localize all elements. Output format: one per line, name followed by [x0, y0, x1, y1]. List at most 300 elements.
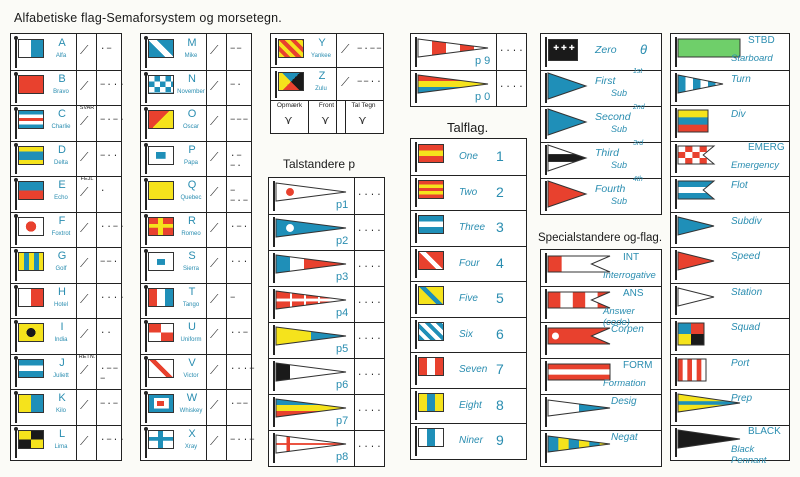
morse-code: ···− — [230, 363, 256, 374]
alpha-row-u — [141, 318, 251, 355]
pennant-label: p7 — [336, 415, 349, 427]
flag-letter: J — [59, 356, 65, 369]
flagpole — [415, 284, 417, 314]
flag-z — [278, 72, 304, 91]
morse-code: −−·· — [357, 77, 383, 87]
right-row — [671, 141, 789, 178]
flagpole — [273, 253, 275, 283]
right-flag-5 — [678, 217, 714, 235]
right-name: Speed — [731, 251, 760, 262]
flag-b — [18, 75, 44, 94]
talflag-5 — [418, 286, 444, 305]
flag-word: Kilo — [55, 408, 66, 414]
alphabet-column-y-z — [270, 33, 384, 134]
alpha-row-s — [141, 247, 251, 284]
flag-p — [148, 146, 174, 165]
substitute-extra: Sub — [611, 160, 628, 170]
talflag-row — [411, 317, 526, 354]
substitute-pennant-4 — [548, 181, 586, 207]
flag-e — [18, 181, 44, 200]
flag-letter: M — [187, 37, 197, 49]
semaphore-glyph: ⋎ — [321, 113, 330, 127]
pennant-row — [269, 214, 384, 251]
flagpole — [545, 181, 547, 211]
flagpole — [415, 37, 417, 67]
semaphore-glyph: ⟋ — [210, 114, 219, 128]
flag-n — [148, 75, 174, 94]
flagpole — [675, 108, 677, 138]
talstandere-heading: Talstandere p — [283, 157, 356, 171]
flag-c — [18, 110, 44, 129]
special-flag-5 — [548, 436, 610, 452]
talflag-name: Five — [459, 293, 478, 304]
talflag-number: 3 — [496, 219, 504, 235]
flagpole — [675, 428, 677, 458]
substitute-pennant-2 — [548, 109, 586, 135]
semaphore-glyph: ⟋ — [210, 220, 219, 235]
talflag-column — [410, 138, 527, 460]
special-row — [541, 250, 661, 287]
alpha-row-a — [11, 34, 121, 71]
morse-code: ··−· — [100, 221, 126, 232]
flag-letter: N — [188, 72, 196, 85]
pennant-label: p3 — [336, 271, 349, 283]
flagpole — [145, 429, 147, 459]
right-row — [671, 34, 789, 71]
flagpole — [415, 391, 417, 421]
flag-word: Yankee — [311, 53, 331, 59]
morse-code: ···· — [357, 406, 383, 416]
flagpole — [273, 361, 275, 391]
flag-u — [148, 323, 174, 342]
flag-word: Whiskey — [179, 408, 203, 414]
semaphore-glyph: ⟋ — [341, 75, 350, 89]
flagpole — [545, 361, 547, 391]
morse-code: ···· — [357, 226, 383, 236]
flagpole — [273, 397, 275, 427]
talflag-1 — [418, 144, 444, 163]
right-name: Squad — [731, 322, 760, 333]
semaphore-glyph: ⟋ — [80, 256, 89, 270]
flag-word: Oscar — [182, 124, 199, 130]
semaphore-glyph: ⟋ — [210, 327, 219, 341]
substitute-ordinal: 2nd — [633, 104, 645, 111]
flag-letter: S — [188, 250, 196, 262]
flag-y — [278, 39, 304, 58]
pennant-row — [411, 34, 526, 71]
semaphore-glyph: ⟋ — [210, 256, 219, 270]
special-row — [541, 358, 661, 395]
alpha-row-c — [11, 105, 126, 142]
flag-letter: X — [188, 427, 196, 440]
semaphore-glyph: ⟋ — [210, 398, 219, 412]
flagpole — [545, 433, 547, 463]
flag-word: Sierra — [182, 266, 199, 272]
special-flag-0 — [548, 256, 610, 272]
flagpole — [145, 109, 147, 139]
alpha-row-y — [271, 34, 383, 68]
substitute-extra: Sub — [611, 196, 628, 206]
flag-letter: C — [58, 108, 66, 120]
morse-code: −·− — [100, 399, 120, 409]
talflag-row — [411, 423, 526, 459]
flagpole — [545, 37, 547, 67]
flag-r — [148, 217, 174, 236]
pennant-row — [269, 322, 384, 359]
morse-code: ···· — [357, 298, 383, 308]
semaphore-glyph: ⟋ — [80, 78, 89, 93]
pennant-row — [269, 358, 384, 395]
talflag-name: Two — [459, 186, 478, 198]
talflag-name: Six — [459, 328, 473, 340]
pennant-label: p8 — [336, 451, 349, 463]
talflag-row — [411, 210, 526, 247]
alpha-row-i — [11, 318, 121, 355]
flagpole — [145, 38, 147, 68]
semaphore-note: FEJL — [80, 176, 94, 182]
flag-word: Foxtrot — [51, 230, 71, 237]
flagpole — [545, 145, 547, 175]
morse-code: ···· — [357, 370, 383, 380]
flag-a — [18, 39, 44, 58]
flag-k — [18, 394, 44, 413]
special-heading: Specialstandere og-flag. — [538, 232, 663, 244]
flag-word: India — [54, 337, 68, 343]
flagpole — [273, 181, 275, 211]
right-flag-1 — [678, 75, 723, 93]
right-name: Flot — [731, 180, 748, 191]
special-name: Desig — [611, 396, 637, 407]
flagpole — [273, 325, 275, 355]
morse-code: ·−−− — [100, 363, 120, 384]
morse-code: −·−− — [357, 44, 383, 54]
morse-code: −· — [230, 79, 243, 90]
special-flag-3 — [548, 364, 610, 380]
flag-letter: H — [58, 285, 66, 298]
flagpole — [145, 358, 147, 388]
semaphore-glyph: ⟋ — [210, 149, 219, 164]
footer-div — [308, 100, 309, 133]
pennant-row — [411, 70, 526, 106]
flag-letter: E — [58, 179, 66, 191]
flagpole — [15, 322, 17, 352]
flagpole — [15, 429, 17, 459]
alpha-row-h — [11, 283, 126, 320]
talflag-number: 5 — [496, 290, 504, 306]
pennant-label: p5 — [336, 343, 349, 355]
special-row — [541, 430, 661, 466]
semaphore-glyph: ⟋ — [210, 43, 219, 57]
special-name: Answer (code) — [603, 306, 635, 328]
flagpole — [15, 38, 17, 68]
flag-word: Alfa — [55, 53, 67, 59]
right-flag-6 — [678, 252, 714, 270]
semaphore-glyph: ⟋ — [80, 114, 89, 128]
special-name: Negat — [611, 432, 638, 443]
talflag-number: 2 — [496, 183, 504, 200]
flagpole — [675, 250, 677, 280]
special-name: Formation — [603, 378, 646, 389]
alpha-row-f — [11, 212, 126, 249]
flag-word: November — [177, 88, 205, 95]
alpha-row-o — [141, 105, 251, 142]
flagpole — [15, 180, 17, 210]
alpha-row-w — [141, 389, 251, 426]
flag-letter: R — [188, 214, 196, 227]
flagpole — [415, 213, 417, 243]
flag-word: Bravo — [53, 88, 69, 95]
right-name: Station — [731, 286, 763, 298]
alpha-row-m — [141, 34, 251, 71]
alphabet-column-m-x — [140, 33, 256, 461]
flag-letter: A — [58, 37, 66, 49]
pennant-label: p4 — [336, 307, 349, 319]
alphabet-column-a-l — [10, 33, 126, 461]
talflag-name: Niner — [459, 435, 483, 446]
flag-d — [18, 146, 44, 165]
flag-word: Papa — [183, 159, 198, 166]
special-name: Interrogative — [603, 270, 656, 281]
morse-code: ·−− — [230, 399, 250, 409]
flagpole — [15, 145, 17, 175]
alpha-row-l — [11, 425, 126, 461]
flag-word: Hotel — [53, 301, 68, 308]
flagpole — [545, 289, 547, 319]
talflag-number: 7 — [496, 361, 504, 377]
semaphore-glyph: ⟋ — [80, 398, 89, 412]
alpha-row-p — [141, 141, 251, 178]
footer-div — [345, 100, 346, 133]
right-row — [671, 247, 789, 284]
flagpole — [415, 249, 417, 279]
right-row — [671, 354, 789, 391]
morse-code: ···· — [499, 82, 525, 92]
right-code: EMERG — [748, 141, 785, 153]
talflag-9 — [418, 428, 444, 447]
talflag-row — [411, 246, 526, 283]
footer-label: Front — [318, 102, 335, 109]
flagpole — [273, 289, 275, 319]
substitute-name: First — [595, 75, 616, 87]
talflag-name: Seven — [459, 364, 488, 375]
morse-code: −··· — [100, 79, 126, 90]
right-row — [671, 176, 789, 213]
flag-word: Charlie — [51, 124, 71, 130]
semaphore-glyph: ⋎ — [284, 113, 293, 127]
flagpole — [145, 145, 147, 175]
special-flag-2 — [548, 328, 610, 344]
zero-flag-cross: ✚ ✚ ✚ — [553, 45, 575, 52]
flag-word: Victor — [183, 372, 199, 379]
morse-code: ··· — [230, 257, 250, 267]
morse-code: · — [100, 186, 107, 196]
substitute-ordinal: 4th — [633, 176, 643, 183]
flagpole — [415, 320, 417, 350]
semaphore-glyph: ⟋ — [80, 327, 89, 341]
flag-word: Golf — [55, 266, 67, 272]
semaphore-glyph: ⟋ — [80, 291, 89, 306]
special-column — [540, 249, 662, 467]
special-code: INT — [623, 252, 640, 263]
morse-code: ···· — [100, 292, 126, 303]
right-row — [671, 212, 789, 249]
talflag-name: Four — [459, 257, 480, 269]
semaphore-glyph: ⟋ — [210, 185, 219, 199]
substitute-pennant-1 — [548, 73, 586, 99]
semaphore-glyph: ⟋ — [210, 291, 219, 306]
right-name: Starboard — [731, 53, 773, 64]
pennant-row — [269, 250, 384, 287]
flagpole — [675, 73, 677, 103]
flagpole — [415, 426, 417, 456]
special-row — [541, 322, 661, 359]
flag-letter: Z — [318, 70, 326, 82]
flagpole — [675, 179, 677, 209]
substitute-name: Fourth — [595, 183, 626, 195]
talflag-number: 9 — [496, 432, 504, 448]
morse-code: −−·− — [230, 186, 250, 206]
flagpole — [15, 358, 17, 388]
alpha-row-g — [11, 247, 121, 284]
flagpole — [415, 73, 417, 103]
page-title: Alfabetiske flag-Semaforsystem og morsetegn. — [14, 11, 282, 25]
talflag-number: 8 — [496, 396, 504, 413]
talflag-4 — [418, 251, 444, 270]
right-name: Subdiv — [731, 215, 762, 227]
morse-code: ···· — [499, 46, 525, 56]
pennant-p-top — [410, 33, 527, 107]
flag-letter: Q — [187, 179, 197, 191]
flag-letter: I — [60, 321, 64, 333]
talflag-number: 6 — [496, 325, 504, 342]
pennant-label: p 9 — [475, 55, 491, 67]
flagpole — [273, 217, 275, 247]
right-flag-8 — [678, 323, 704, 345]
morse-code: − — [230, 292, 237, 303]
semaphore-glyph: ⋎ — [358, 113, 367, 127]
flag-letter: K — [58, 392, 66, 404]
substitute-name: Third — [595, 147, 619, 159]
flag-word: Mike — [184, 53, 198, 59]
semaphore-glyph: ⟋ — [80, 433, 89, 448]
alpha-row-t — [141, 283, 251, 320]
flagpole — [675, 286, 677, 316]
alpha-row-b — [11, 70, 126, 107]
morse-code: ···· — [357, 190, 383, 200]
flagpole — [15, 393, 17, 423]
flag-letter: Y — [318, 37, 326, 49]
flag-letter: B — [58, 72, 66, 85]
semaphore-glyph: ⟋ — [341, 42, 350, 56]
morse-code: ·−· — [230, 221, 250, 232]
flagpole — [545, 109, 547, 139]
semaphore-glyph: ⟋ — [210, 78, 219, 93]
flagpole — [15, 287, 17, 317]
flagpole — [415, 142, 417, 172]
morse-code: ·· — [100, 328, 113, 338]
flagpole — [675, 357, 677, 387]
special-code: FORM — [623, 360, 653, 371]
morse-code: −−· — [100, 257, 120, 267]
flagpole — [145, 393, 147, 423]
flag-letter: T — [188, 285, 196, 298]
flag-word: Tango — [182, 301, 200, 308]
right-name: Emergency — [731, 159, 780, 171]
pennant-label: p6 — [336, 379, 349, 391]
semaphore-glyph: ⟋ — [80, 149, 89, 164]
talflag-3 — [418, 215, 444, 234]
flagpole — [15, 109, 17, 139]
alpha-row-q — [141, 176, 251, 213]
right-code: BLACK — [748, 425, 781, 437]
talflag-number: 1 — [496, 148, 504, 164]
substitute-row — [541, 106, 661, 143]
flag-letter: F — [58, 214, 66, 227]
morse-code: ·− — [100, 44, 113, 54]
talflag-6 — [418, 322, 444, 341]
flagpole — [415, 355, 417, 385]
pennant-p-column — [268, 177, 385, 467]
alpha-row-k — [11, 389, 121, 426]
morse-code: ···· — [357, 334, 383, 344]
special-code: ANS — [623, 288, 644, 299]
flag-i — [18, 323, 44, 342]
flag-m — [148, 39, 174, 58]
talflag-name: Eight — [459, 399, 482, 411]
pennant-label: p1 — [336, 199, 349, 211]
flagpole — [675, 144, 677, 174]
flag-letter: U — [188, 321, 196, 333]
special-name: Corpen — [611, 324, 644, 335]
substitute-extra: θ — [640, 42, 648, 57]
footer-label: Tal Tegn — [351, 102, 376, 109]
substitute-extra: Sub — [611, 124, 628, 134]
flag-letter: L — [58, 427, 66, 440]
flag-j — [18, 359, 44, 378]
morse-code: −·· — [100, 150, 120, 161]
right-name: Turn — [731, 73, 751, 85]
right-name: Div — [731, 109, 746, 120]
special-row — [541, 394, 661, 431]
talflag-row — [411, 175, 526, 212]
right-name: Prep — [731, 393, 753, 404]
morse-code: −·−· — [100, 115, 126, 125]
flagpole — [145, 216, 147, 246]
morse-code: ·−−· — [230, 150, 243, 171]
pennant-label: p2 — [336, 235, 349, 247]
substitute-column — [540, 33, 662, 215]
right-flag-2 — [678, 110, 708, 132]
flag-word: Uniform — [180, 337, 202, 343]
right-code: STBD — [748, 35, 775, 46]
flag-g — [18, 252, 44, 271]
right-name: Black Pennant — [731, 443, 767, 466]
flag-word: Xray — [184, 443, 198, 450]
alpha-row-x — [141, 425, 256, 461]
flag-word: Delta — [53, 159, 68, 166]
pennant-row — [269, 286, 384, 323]
flag-q — [148, 181, 174, 200]
flag-letter: O — [187, 108, 197, 120]
flagpole — [675, 215, 677, 245]
flag-o — [148, 110, 174, 129]
zero-flag — [548, 39, 578, 61]
flagpole — [275, 71, 277, 98]
alpha-row-n — [141, 70, 251, 107]
substitute-row — [541, 142, 661, 179]
flag-x — [148, 430, 174, 449]
flagpole — [545, 325, 547, 355]
